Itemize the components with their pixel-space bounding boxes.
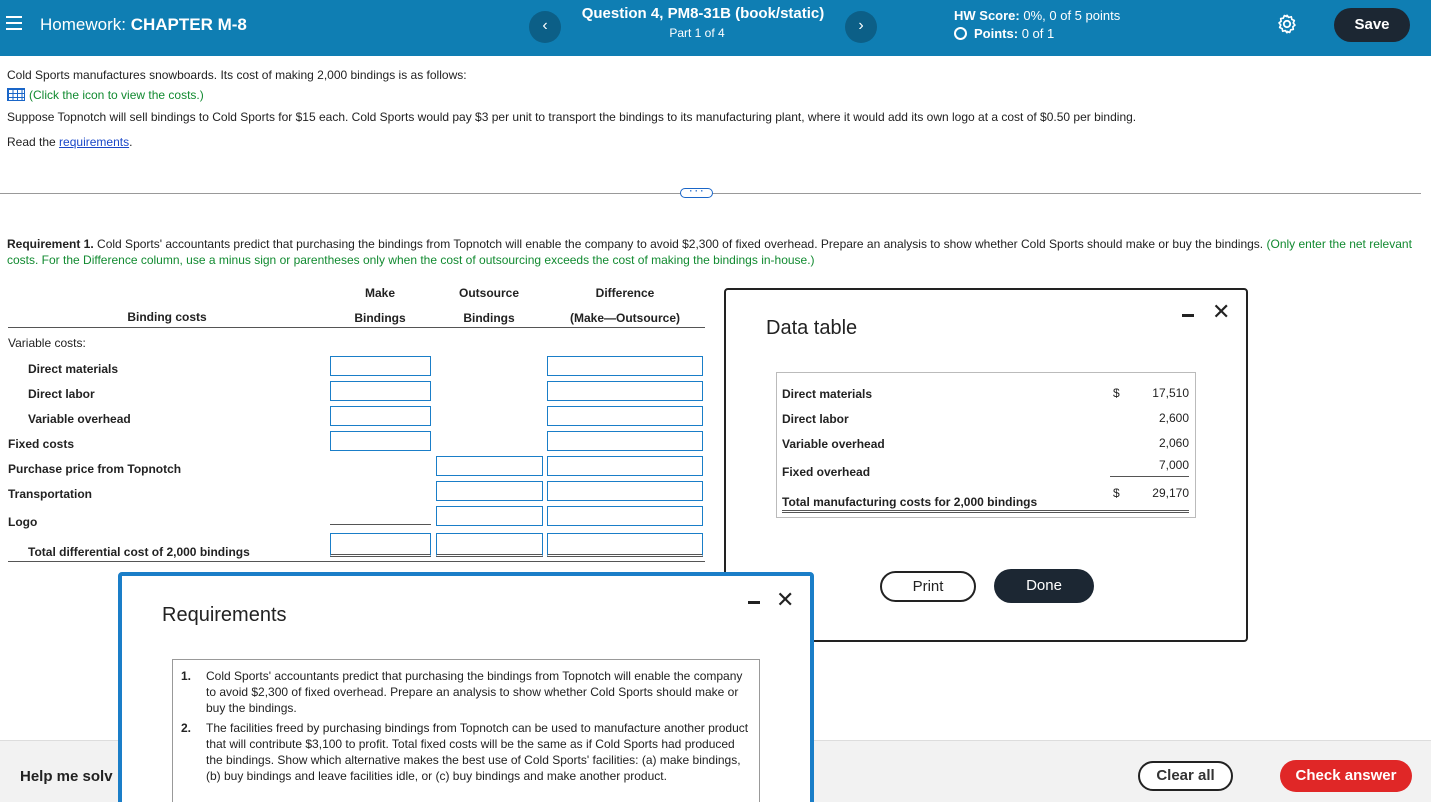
dt-total-value: 29,170: [1152, 486, 1189, 500]
outsource-transportation-input[interactable]: [436, 481, 543, 501]
view-costs-link-text[interactable]: (Click the icon to view the costs.): [29, 88, 204, 102]
col-make-header-2: Bindings: [354, 311, 406, 325]
diff-direct-labor-input[interactable]: [547, 381, 703, 401]
dt-total-dollar: $: [1113, 486, 1120, 500]
diff-transportation-input[interactable]: [547, 481, 703, 501]
requirements-title: Requirements: [162, 604, 287, 626]
hw-score: [954, 8, 1120, 23]
homework-title: [40, 15, 247, 35]
row-total-differential: Total differential cost of 2,000 bindings: [28, 545, 250, 559]
question-title: Question 4, PM8-31B (book/static): [581, 5, 825, 22]
requirements-close-icon[interactable]: ✕: [776, 587, 795, 612]
col-outsource-header-1: Outsource: [458, 286, 519, 300]
print-button[interactable]: Print: [880, 571, 976, 602]
col-difference-header-2: (Make—Outsource): [569, 311, 681, 325]
requirement-1-text: [7, 236, 1417, 268]
previous-question-button[interactable]: ‹: [529, 11, 561, 43]
row-direct-labor: Direct labor: [28, 387, 95, 401]
question-part: Part 1 of 4: [669, 26, 725, 40]
check-answer-button[interactable]: Check answer: [1280, 760, 1412, 792]
clear-all-button[interactable]: Clear all: [1138, 761, 1233, 791]
requirement-number: 1.: [181, 669, 192, 683]
diff-direct-materials-input[interactable]: [547, 356, 703, 376]
requirement-1-body: Cold Sports' accountants predict that purchasing the bindings from Topnotch will enable the company to avoid $2,300 of fixed overhead. Prepare an analysis to show whether Cold Sports should make or buy the bindings.: [97, 237, 1264, 251]
dt-direct-materials-label: Direct materials: [782, 387, 873, 401]
header-underline: [8, 327, 705, 328]
problem-intro: Cold Sports manufactures snowboards. Its cost of making 2,000 bindings is as follows:: [7, 68, 467, 82]
make-fixed-costs-input[interactable]: [330, 431, 431, 451]
make-logo-underline: [330, 524, 431, 525]
dt-variable-overhead-value: 2,060: [1158, 436, 1189, 450]
help-me-solve-button[interactable]: Help me solv: [20, 768, 113, 785]
row-fixed-costs: Fixed costs: [8, 437, 75, 451]
row-logo: Logo: [8, 515, 38, 529]
requirement-item: Cold Sports' accountants predict that purchasing the bindings from Topnotch will enable the company to avoid $2,300 of fixed overhead. Prepare an analysis to show whether Cold Sports should make or buy the bindings.: [206, 669, 743, 715]
data-table-close-icon[interactable]: ✕: [1212, 299, 1231, 324]
row-direct-materials: Direct materials: [28, 362, 119, 376]
col-make-header-1: Make: [364, 286, 396, 300]
outsource-purchase-price-input[interactable]: [436, 456, 543, 476]
make-direct-materials-input[interactable]: [330, 356, 431, 376]
col-outsource-header-2: Bindings: [463, 311, 515, 325]
done-button[interactable]: Done: [994, 569, 1094, 603]
requirements-minimize-icon[interactable]: [748, 601, 760, 604]
points: [954, 26, 1054, 41]
next-question-button[interactable]: ›: [845, 11, 877, 43]
menu-icon[interactable]: [6, 16, 22, 30]
diff-total-input[interactable]: [547, 533, 703, 557]
homework-prefix: Homework:: [40, 15, 126, 34]
diff-logo-input[interactable]: [547, 506, 703, 526]
dt-direct-labor-value: 2,600: [1158, 411, 1189, 425]
col-binding-costs-header: Binding costs: [127, 310, 207, 324]
save-button[interactable]: Save: [1334, 8, 1410, 42]
hw-score-value: 0%, 0 of 5 points: [1023, 8, 1121, 23]
requirement-1-label: Requirement 1.: [7, 237, 94, 251]
diff-fixed-costs-input[interactable]: [547, 431, 703, 451]
requirement-1-instruction: (Only enter the net relevant costs. For the Difference column, use a minus sign or parentheses only when the cost of outsourcing exceeds the cost of making the bindings in-house.): [7, 237, 1412, 267]
points-circle-icon: [954, 27, 967, 40]
make-variable-overhead-input[interactable]: [330, 406, 431, 426]
settings-gear-icon[interactable]: [1276, 13, 1298, 35]
dt-fixed-overhead-label: Fixed overhead: [782, 465, 871, 479]
dt-variable-overhead-label: Variable overhead: [782, 437, 885, 451]
data-table-minimize-icon[interactable]: [1182, 314, 1194, 317]
top-bar: [0, 0, 1431, 56]
outsource-logo-input[interactable]: [436, 506, 543, 526]
outsource-total-input[interactable]: [436, 533, 543, 557]
requirements-link[interactable]: requirements: [59, 135, 130, 149]
homework-chapter: CHAPTER M-8: [130, 15, 247, 34]
row-transportation: Transportation: [8, 487, 93, 501]
diff-variable-overhead-input[interactable]: [547, 406, 703, 426]
points-label: Points:: [974, 26, 1019, 41]
data-table-title: Data table: [766, 317, 858, 339]
dt-direct-labor-label: Direct labor: [782, 412, 849, 426]
row-variable-overhead: Variable overhead: [28, 412, 131, 426]
expand-ellipsis-button[interactable]: · · ·: [680, 188, 713, 198]
dt-direct-materials-dollar: $: [1113, 386, 1120, 400]
read-requirements: [7, 135, 132, 149]
make-total-input[interactable]: [330, 533, 431, 557]
view-costs-link[interactable]: [7, 88, 204, 102]
dt-total-label: Total manufacturing costs for 2,000 bindings: [782, 495, 1038, 509]
row-purchase-price: Purchase price from Topnotch: [8, 462, 182, 476]
hw-score-label: HW Score:: [954, 8, 1020, 23]
requirement-item: The facilities freed by purchasing bindings from Topnotch can be used to manufacture another product that will contribute $3,100 to profit. Total fixed costs will be the same as if Cold Sports had produced the bindings. Show which alternative makes the best use of Cold Sports' facilities: (a) make bindings, (b) buy bindings and leave facilities idle, or (c) buy bindings and make another product.: [206, 721, 749, 783]
make-direct-labor-input[interactable]: [330, 381, 431, 401]
problem-scenario: Suppose Topnotch will sell bindings to Cold Sports for $15 each. Cold Sports would pay $3 per unit to transport the bindings to its manufacturing plant, where it would add its own logo at a cost of $0.50 per binding.: [7, 110, 1137, 124]
read-suffix: .: [129, 135, 133, 149]
dt-total-double-line: [782, 510, 1189, 513]
variable-costs-label: Variable costs:: [8, 336, 86, 350]
table-icon[interactable]: [7, 88, 25, 101]
table-bottom-line: [8, 561, 705, 562]
points-value: 0 of 1: [1021, 26, 1055, 41]
col-difference-header-1: Difference: [595, 286, 655, 300]
dt-direct-materials-value: 17,510: [1152, 386, 1189, 400]
requirement-number: 2.: [181, 721, 192, 735]
diff-purchase-price-input[interactable]: [547, 456, 703, 476]
read-prefix: Read the: [7, 135, 56, 149]
dt-fixed-overhead-value: 7,000: [1158, 458, 1189, 472]
dt-subtotal-line: [1110, 476, 1189, 477]
